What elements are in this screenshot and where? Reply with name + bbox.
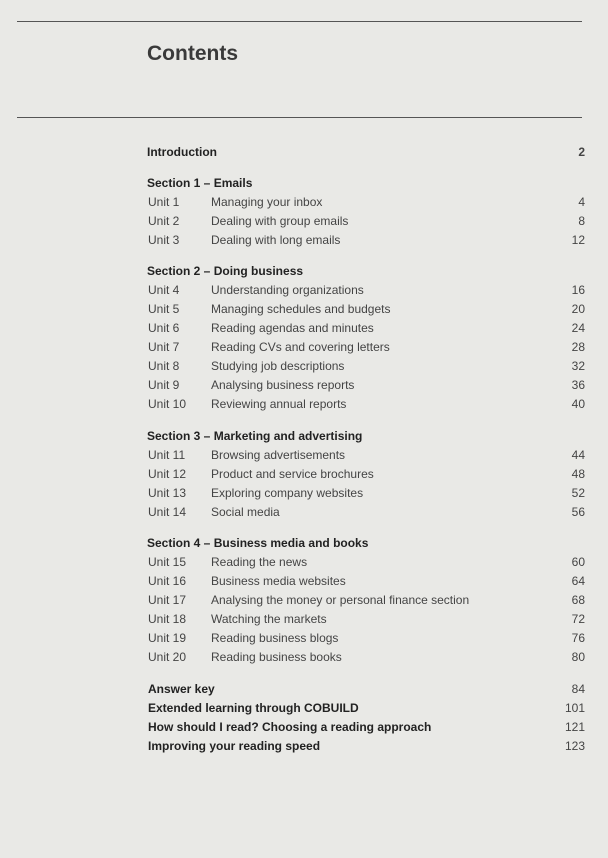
toc-section-3	[147, 427, 585, 522]
section-heading-label: Section 1 – Emails	[147, 176, 253, 190]
unit-title: Analysing business reports	[211, 378, 355, 392]
entry-label: Answer key	[148, 682, 215, 696]
section-heading	[147, 174, 585, 193]
entry-label: Improving your reading speed	[148, 739, 321, 753]
title-rule	[17, 117, 582, 118]
unit-number: Unit 4	[148, 283, 180, 297]
section-heading-label: Section 4 – Business media and books	[147, 536, 369, 550]
unit-title: Product and service brochures	[211, 467, 374, 481]
unit-row	[147, 395, 585, 414]
page-title: Contents	[147, 42, 238, 65]
unit-row	[147, 629, 585, 648]
unit-number: Unit 12	[148, 467, 187, 481]
unit-page: 20	[571, 302, 585, 316]
unit-title: Reading business blogs	[211, 631, 339, 645]
toc-entry	[147, 699, 585, 718]
unit-title: Social media	[211, 505, 280, 519]
unit-row	[147, 572, 585, 591]
entry-label: Extended learning through COBUILD	[148, 701, 359, 715]
unit-page: 72	[571, 612, 585, 626]
unit-title: Reading agendas and minutes	[211, 321, 374, 335]
toc-entry	[147, 143, 585, 162]
unit-page: 48	[571, 467, 585, 481]
unit-page: 40	[571, 397, 585, 411]
entry-page: 121	[564, 720, 585, 734]
unit-row	[147, 231, 585, 250]
toc-entry	[147, 737, 585, 756]
unit-page: 76	[571, 631, 585, 645]
unit-page: 8	[578, 214, 585, 228]
unit-page: 24	[571, 321, 585, 335]
toc-entry	[147, 680, 585, 699]
unit-number: Unit 20	[148, 650, 187, 664]
unit-row	[147, 484, 585, 503]
unit-number: Unit 15	[148, 555, 187, 569]
unit-number: Unit 17	[148, 593, 187, 607]
unit-page: 80	[571, 650, 585, 664]
unit-row	[147, 357, 585, 376]
unit-row	[147, 193, 585, 212]
toc-introduction	[147, 143, 585, 162]
entry-page: 123	[564, 739, 585, 753]
unit-title: Browsing advertisements	[211, 448, 346, 462]
unit-row	[147, 376, 585, 395]
toc-section-2	[147, 262, 585, 414]
toc-entry	[147, 718, 585, 737]
entry-label: Introduction	[147, 145, 217, 159]
unit-number: Unit 7	[148, 340, 180, 354]
unit-number: Unit 13	[148, 486, 187, 500]
unit-title: Reading CVs and covering letters	[211, 340, 390, 354]
unit-page: 32	[571, 359, 585, 373]
unit-row	[147, 503, 585, 522]
unit-row	[147, 553, 585, 572]
unit-page: 64	[571, 574, 585, 588]
unit-page: 36	[571, 378, 585, 392]
unit-row	[147, 338, 585, 357]
unit-title: Managing your inbox	[211, 195, 323, 209]
unit-page: 12	[571, 233, 585, 247]
unit-number: Unit 8	[148, 359, 180, 373]
unit-row	[147, 300, 585, 319]
unit-title: Dealing with group emails	[211, 214, 349, 228]
toc-back-matter	[147, 680, 585, 756]
section-heading	[147, 534, 585, 553]
unit-number: Unit 9	[148, 378, 180, 392]
unit-title: Understanding organizations	[211, 283, 364, 297]
unit-page: 4	[578, 195, 585, 209]
unit-row	[147, 610, 585, 629]
unit-title: Studying job descriptions	[211, 359, 345, 373]
unit-title: Reading the news	[211, 555, 308, 569]
unit-number: Unit 11	[148, 448, 186, 462]
section-heading	[147, 427, 585, 446]
unit-row	[147, 319, 585, 338]
unit-number: Unit 3	[148, 233, 180, 247]
unit-page: 28	[571, 340, 585, 354]
unit-row	[147, 212, 585, 231]
unit-number: Unit 2	[148, 214, 180, 228]
unit-number: Unit 19	[148, 631, 187, 645]
section-heading	[147, 262, 585, 281]
unit-row	[147, 591, 585, 610]
unit-number: Unit 14	[148, 505, 187, 519]
unit-title: Exploring company websites	[211, 486, 364, 500]
unit-title: Reading business books	[211, 650, 342, 664]
unit-number: Unit 1	[148, 195, 180, 209]
unit-row	[147, 648, 585, 667]
unit-title: Watching the markets	[211, 612, 327, 626]
entry-page: 84	[571, 682, 585, 696]
unit-number: Unit 18	[148, 612, 187, 626]
entry-page: 2	[578, 145, 585, 159]
unit-row	[147, 446, 585, 465]
section-heading-label: Section 3 – Marketing and advertising	[147, 429, 363, 443]
unit-page: 16	[571, 283, 585, 297]
unit-number: Unit 10	[148, 397, 187, 411]
unit-page: 60	[571, 555, 585, 569]
top-rule	[17, 21, 582, 22]
unit-number: Unit 6	[148, 321, 180, 335]
section-heading-label: Section 2 – Doing business	[147, 264, 304, 278]
unit-title: Business media websites	[211, 574, 346, 588]
entry-label: How should I read? Choosing a reading approach	[148, 720, 432, 734]
unit-title: Analysing the money or personal finance section	[211, 593, 470, 607]
unit-page: 68	[571, 593, 585, 607]
unit-row	[147, 465, 585, 484]
unit-row	[147, 281, 585, 300]
unit-number: Unit 5	[148, 302, 180, 316]
toc-section-1	[147, 174, 585, 250]
unit-page: 44	[571, 448, 585, 462]
unit-title: Managing schedules and budgets	[211, 302, 391, 316]
unit-page: 52	[571, 486, 585, 500]
unit-page: 56	[571, 505, 585, 519]
unit-number: Unit 16	[148, 574, 187, 588]
unit-title: Reviewing annual reports	[211, 397, 347, 411]
toc-section-4	[147, 534, 585, 667]
entry-page: 101	[564, 701, 585, 715]
unit-title: Dealing with long emails	[211, 233, 341, 247]
